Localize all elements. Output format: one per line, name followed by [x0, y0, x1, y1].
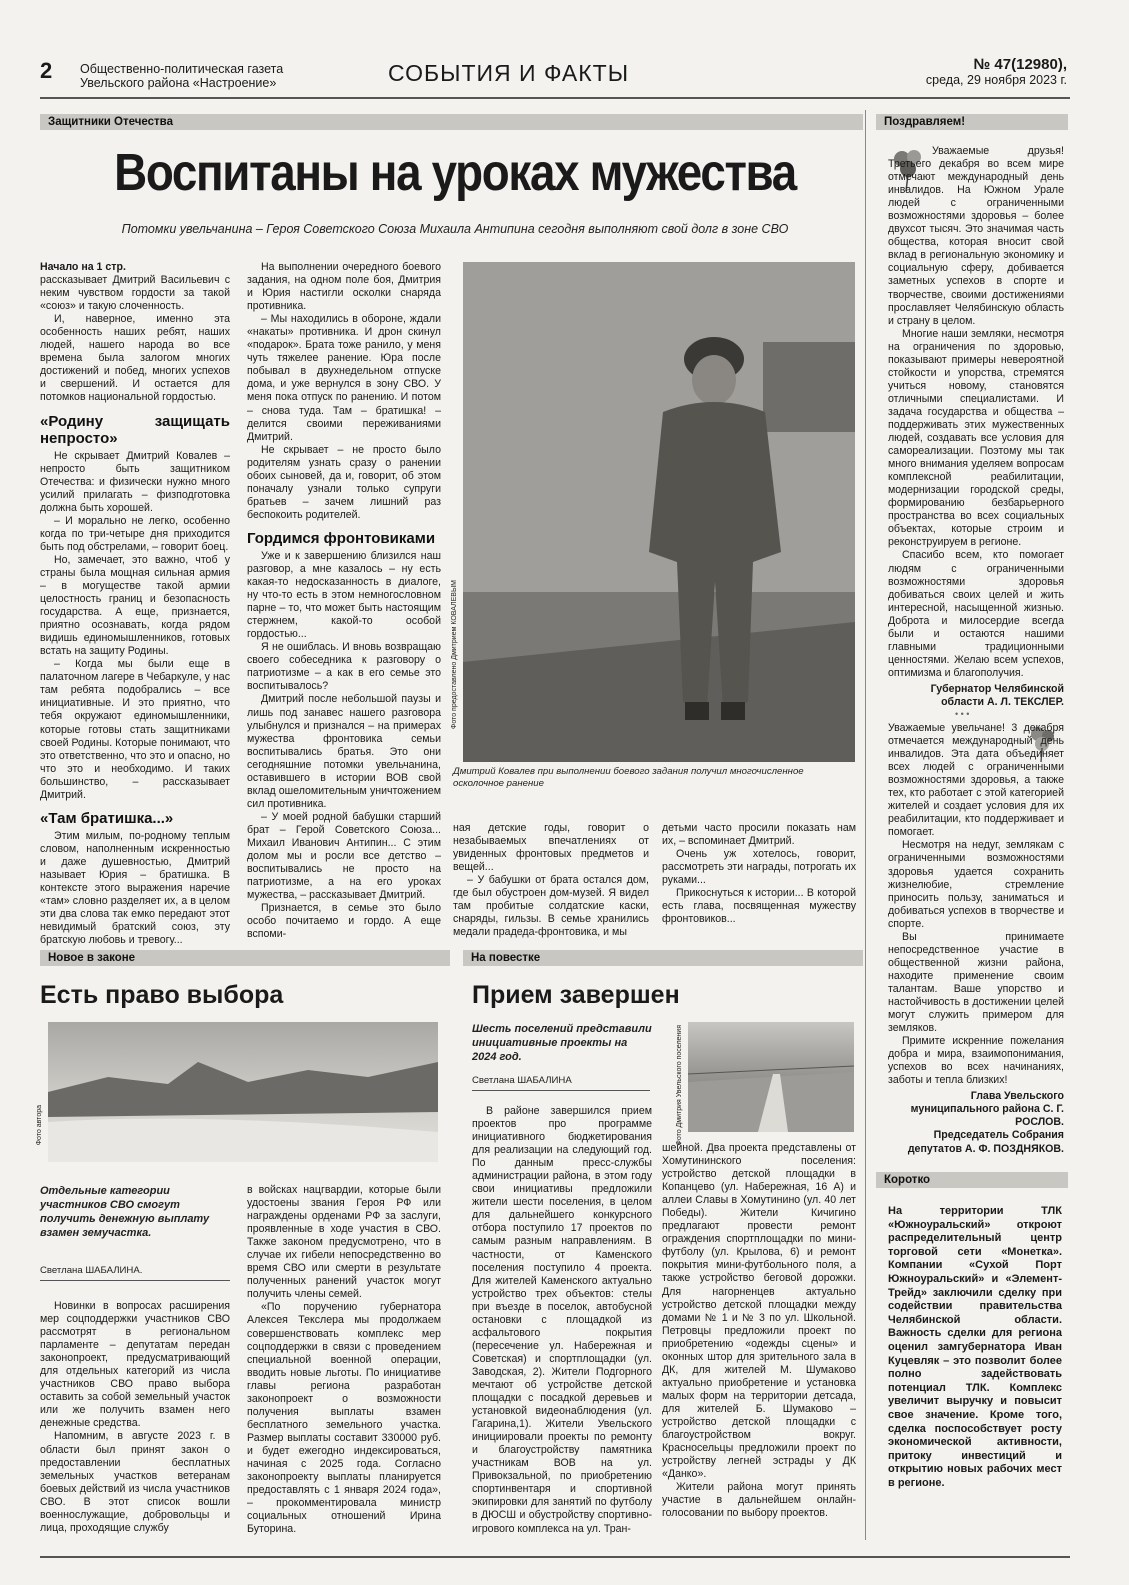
agenda-photo-illustration: [688, 1022, 854, 1132]
paragraph: детьми часто просили показать нам их, – вспоминает Дмитрий.: [662, 822, 856, 848]
main-column-1: [40, 261, 230, 947]
paragraph: Очень уж хотелось, говорит, рассмотреть эти награды, потрогать их руками...: [662, 848, 856, 887]
brief-news: На территории ТЛК «Южноуральский» откроют распределительный центр торговой сети «Монетка». Компании «Сухой Порт Южноуральский» и «Элемент-Трейд» заключили сделку при содействии правительства Челябинской области. Важность сделки для региона оценил замгубернатора Иван Куцевляк – это позволит более полно задействовать потенциал ТЛК. Комплекс увеличит выручку и повысит свое значение. Кроме того, сделка поспособствует росту экономической активности, притоку инвестиций и открытию новых рабочих мест в регионе.: [888, 1205, 1062, 1489]
paper-name: [80, 62, 283, 90]
paper-name-line2: Увельского района «Настроение»: [80, 76, 277, 90]
paragraph: в войсках нацгвардии, которые были удостоены звания Героя РФ или награждены орденами РФ за заслуги, проявленные в ходе участия в СВО. Также законом предусмотрено, что в случае их гибели непосредственно во время СВО или смерти в результате полученных ранений участок могут получить члены семей.: [247, 1184, 441, 1301]
page-number: 2: [40, 58, 53, 83]
paragraph: Уже и к завершению близился наш разговор, а мне казалось – ну есть какая-то недосказанность в диалоге, ну что-то есть в этом немногословном парне – то, что может быть настоящим стержнем, какой-то особой гордостью...: [247, 549, 441, 641]
agenda-photo: [688, 1022, 854, 1132]
subheading: «Родину защищать непросто»: [40, 412, 230, 447]
paragraph: Дмитрий после небольшой паузы и лишь под занавес нашего разговора улыбнулся и признался – на примерах мужества фронтовика семьи воспитывались братья. Это они сегодняшние потомки увельчанина, оставившего в истории ВОВ свой вклад ошеломительным уничтожением сил противника.: [247, 693, 441, 810]
law-photo-illustration: [48, 1022, 438, 1162]
paragraph: – И морально не легко, особенно когда по три-четыре дня приходится быть под обстрелами, – говорит боец.: [40, 514, 230, 553]
paragraph: В районе завершился прием проектов про программе инициативного бюджетирования для реализации на следующий год. По данным пресс-службы администрации района, в этом году свои инициативы предложили жители шести поселения, в целом для дальнейшего конкурсного отбора поступило 17 проектов по самым разным направлениям. В частности, от Каменского поселения поступило 4 проекта. Для жителей Каменского актуально устройство трех объектов: стелы при въезде в поселок, автобусной остановки с площадкой из асфальтового покрытия (пересечение ул. Набережная и Советская) и спортплощадки (ул. Заводская, 2). Жители Подгорного мечтают об устройстве детской площадки с посадкой деревьев и установкой видеонаблюдения (ул. Гагарина,1). Жители Увельского инициировали проекты по ремонту и благоустройству памятника участникам ВОВ на ул. Привокзальной, по приобретению спортинвентаря и спортивной экипировки для занятий по футболу в ДЮСШ и обустройству спортивно-игрового комплекса на ул. Тран-: [472, 1105, 652, 1535]
paragraph: Новинки в вопросах расширения мер соцподдержки участников СВО рассмотрят в региональном парламенте – депутатам передан законопроект, предусматривающий для отдельных категорий из числа участников СВО право выбора оставить за собой земельный участок или же получить взамен него денежные средства.: [40, 1300, 230, 1430]
law-column-2: [247, 1184, 441, 1540]
paragraph: – У бабушки от брата остался дом, где был обустроен дом-музей. Я видел там пробитые солдатские каски, снаряды, гильзы. В семье хранились медали прадеда-фронтовика, и мы: [453, 874, 649, 939]
paragraph: – У моей родной бабушки старший брат – Герой Советского Союза... Михаил Иванович Антипин... С этим долом мы и росли все детство – воспитывались не просто на патриотизме, а на его уроках мужества, – рассказывает Дмитрий.: [247, 810, 441, 902]
subheading: «Там братишка...»: [40, 809, 174, 827]
greeting-district: [888, 722, 1064, 1155]
agenda-photo-credit: Фото Дмитрия Увельского поселения: [676, 1025, 683, 1146]
paragraph: шейной. Два проекта представлены от Хомутининского поселения: устройство детской площадки в Копанцево (ул. Набережная, 16 А) и аллеи Славы в Хомутинино (ул. 40 лет Победы). Жители Кичигино предлагают провести ремонт ограждения спортплощадки по мини-футболу (ул. Крылова, 6) и ремонт покрытия мини-футбольного поля, а также устройство беговой дорожки. Для нагорненцев актуально устройство детской площадки между домами № 1 и № 3 по ул. Школьной. Петровцы предложили проект по приобретению «одежды сцены» и оконных штор для зрительного зала в ДК, для жителей М. Шумаково актуально приобретение и установка малых форм на территории детсада, для жителей Б. Шумаково – устройство детской площадки с благоустройством вокруг. Красносельцы предложили проект по устройству легней эстрады у ДК «Данко».: [662, 1142, 856, 1481]
paragraph: – Когда мы были еще в палаточном лагере в Чебаркуле, у нас там ребята подобрались – все инициативные. И это приятно, что тебя окружают единомышленники, которые готовы стать защитниками своей Родины. Которые понимают, что это ответственно, что это и опасно, но что это и необходимо. И таких большинство, – рассказывает Дмитрий.: [40, 658, 230, 801]
signature: Глава Увельского муниципального района С. Г. РОСЛОВ.: [910, 1090, 1064, 1129]
rubric-congrats: Поздравляем!: [876, 114, 1068, 130]
paragraph: Я не ошиблась. И вновь возвращаю своего собеседника к разговору о патриотизме – а как в его семье это воспитывалось?: [247, 641, 441, 693]
main-column-3: [453, 822, 649, 939]
paragraph: Несмотря на недуг, землякам с ограниченными возможностями здоровья удается сохранить жизнелюбие, стремление приносить пользу, заниматься и добиваться успехов в творчестве и спорте.: [888, 839, 1064, 930]
rubric-law: Новое в законе: [40, 950, 450, 966]
continued-label: Начало на 1 стр.: [40, 261, 126, 273]
divider-dots: • • •: [955, 709, 970, 719]
subheading: Гордимся фронтовиками: [247, 529, 436, 547]
signature: Губернатор Челябинской области А. Л. ТЕКСЛЕР.: [930, 682, 1064, 708]
section-title: СОБЫТИЯ И ФАКТЫ: [388, 60, 630, 86]
sidebar-divider: [865, 110, 866, 1540]
issue-info: [926, 56, 1067, 87]
law-author-rule: [40, 1280, 230, 1281]
soldier-photo-illustration: [463, 262, 855, 762]
signature: Председатель Собрания депутатов А. Ф. ПОЗДНЯКОВ.: [907, 1129, 1064, 1155]
law-photo: [48, 1022, 438, 1162]
paragraph: Спасибо всем, кто помогает людям с ограниченными возможностями здоровья добиваться своих целей и жить интересной, насыщенной жизнью. Доброта и милосердие всегда были и остаются нашими главными традиционными ценностями. Желаю всем успехов, оптимизма и благополучия.: [888, 549, 1064, 679]
paragraph: Прикоснуться к истории... В которой есть глава, посвященная мужеству фронтовиков...: [662, 887, 856, 926]
paragraph: Этим милым, по-родному теплым словом, наполненным искренностью и даже душевностью, Дмитрий называет Юрия – братишка. В контексте этого выражения наречие «там» словно разделяет их, а в целом эти два слова так емко передают этот невидимый братский союз, эту братскую любовь и тревогу...: [40, 829, 230, 947]
paragraph: И, наверное, именно эта особенность наших ребят, наших людей, нашего народа во все времена была залогом многих достижений и побед, многих успехов и свершений. И остается для потомков национальной гордостью.: [40, 313, 230, 404]
photo-credit: Фото предоставлено Дмитрием КОВАЛЕВЫМ: [451, 580, 458, 729]
agenda-author: Светлана ШАБАЛИНА: [472, 1075, 572, 1086]
paragraph: рассказывает Дмитрий Васильевич с неким чувством гордости за такой «союз» и такую слоченность.: [40, 274, 230, 313]
paragraph: ная детские годы, говорит о незабываемых впечатлениях от увиденных фронтовых предметов и вещей...: [453, 822, 649, 874]
paragraph: – Мы находились в обороне, ждали «накаты» противника. И дрон скинул «подарок». Брата тоже ранило, у меня чуть тяжелее ранение. Юра после побывал в двухнедельном отпуске дома, и уже вернулся в зону СВО. У меня пока отпуск по ранению. И потом – снова туда. Там – братишка! – делится своими переживаниями Дмитрий.: [247, 313, 441, 443]
paragraph: Вы принимаете непосредственное участие в общественной жизни района, находите применение своим талантам. Ваше упорство и настойчивость в достижении целей могут служить примером для земляков.: [888, 930, 1064, 1035]
paragraph: «По поручению губернатора Алексея Текслера мы продолжаем совершенствовать комплекс мер соцподдержки в связи с проведением специальной военной операции, вводить новые льготы. По инициативе главы региона разработан законопроект о возможности получения выплаты взамен бесплатного земельного участка. Размер выплаты составит 330000 руб. и будет ежегодно индексироваться, начиная с 2025 года. Согласно законопроекту выплаты планируется предоставлять с 1 января 2024 года», – прокомментировала министр социальных отношений Ирина Буторина.: [247, 1301, 441, 1536]
law-author: Светлана ШАБАЛИНА.: [40, 1265, 143, 1276]
paragraph: Уважаемые друзья! Третьего декабря во всем мире отмечают международный день инвалидов. На Южном Урале людей с ограниченными возможностями здоровья – более двухсот тысяч. Это значимая часть общества, которая вносит свой вклад в региональную экономику и социальную сферу, добивается заметных успехов в спорте и творчестве, своими достижениями прославляет Челябинскую область и страну в целом.: [888, 145, 1064, 327]
main-headline: Воспитаны на уроках мужества: [114, 144, 796, 202]
law-photo-credit: Фото автора: [36, 1105, 43, 1146]
paragraph: На выполнении очередного боевого задания, на одном поле боя, Дмитрия и Юрия настигли осколки снаряда противника.: [247, 261, 441, 313]
paper-name-line1: Общественно-политическая газета: [80, 62, 284, 76]
rubric-defenders: Защитники Отечества: [40, 114, 863, 130]
rubric-agenda: На повестке: [463, 950, 863, 966]
paragraph: Не скрывает Дмитрий Ковалев – непросто быть защитником Отечества: и физически нужно много усилий прилагать – физподготовка должна быть хорошей.: [40, 449, 230, 514]
agenda-author-rule: [472, 1090, 650, 1091]
footer-rule: [40, 1556, 1070, 1558]
main-column-2: [247, 261, 441, 941]
paragraph: Уважаемые увельчане! 3 декабря отмечается международный день инвалидов. Эта дата объединяет всех людей с ограниченными возможностями здоровья, а также тех, кто работает с этой категорией жителей и создает условия для их реабилитации, кто поддерживает и помогает.: [888, 722, 1064, 839]
paragraph: Не скрывает – не просто было родителям узнать сразу о ранении обоих сыновей, да и, говорит, об этом поначалу узнали только супруги братьев – зачем лишний раз беспокоить родителей.: [247, 443, 441, 521]
header-rule: [40, 97, 1070, 99]
law-lead: Отдельные категории участников СВО смогут получить денежную выплату взамен земучастка.: [40, 1185, 210, 1239]
agenda-column-1: [472, 1105, 652, 1541]
law-column-1: [40, 1300, 230, 1540]
paragraph: Но, замечает, это важно, чтоб у страны была мощная сильная армия – в могуществе такой армии целостность границ и безопасность государства. А еще, признается, приятно осознавать, когда рядом видишь единомышленников, готовых встать на защиту Родины.: [40, 553, 230, 658]
main-column-4: [662, 822, 856, 927]
paragraph: Жители района могут принять участие в дальнейшем онлайн-голосовании по выбору проектов.: [662, 1481, 856, 1520]
issue-number: № 47(12980),: [973, 56, 1067, 73]
greeting-governor: [888, 145, 1064, 708]
photo-caption: Дмитрий Ковалев при выполнении боевого задания получил многочисленное осколочное ранение: [453, 766, 804, 789]
law-headline: Есть право выбора: [40, 981, 284, 1009]
soldier-photo: [463, 262, 855, 762]
agenda-column-2: [662, 1142, 856, 1541]
main-lead: Потомки увельчанина – Героя Советского Союза Михаила Антипина сегодня выполняют свой долг в зоне СВО: [121, 222, 789, 236]
paragraph: Примите искренние пожелания добра и мира, взаимопонимания, успехов во всех начинаниях, заботы и тепла близких!: [888, 1035, 1064, 1087]
paragraph: Напомним, в августе 2023 г. в области был принят закон о предоставлении бесплатных земельных участков ветеранам боевых действий из числа участников СВО. В этот список вошли военнослужащие, добровольцы и лица, проходящие службу: [40, 1430, 230, 1534]
issue-date: среда, 29 ноября 2023 г.: [925, 73, 1067, 87]
paragraph: Признается, в семье это было особо почитаемо и гордо. А еще вспоми-: [247, 902, 441, 941]
rubric-brief: Коротко: [876, 1172, 1068, 1188]
paragraph: Многие наши земляки, несмотря на ограничения по здоровью, показывают примеры невероятной стойкости и упорства, стремятся учиться новому, становятся отличными специалистами. И задача государства и общества – поддерживать этих мужественных людей, создавать все условия для самореализации. Поэтому мы так много внимания уделяем вопросам комплексной реабилитации, модернизации городской среды, формированию безбарьерного пространства во всех социальных объектах, которые строим и реконструируем в регионе.: [888, 327, 1064, 549]
agenda-lead: Шесть поселений представили инициативные проекты на 2024 год.: [472, 1023, 652, 1063]
agenda-headline: Прием завершен: [472, 981, 680, 1009]
